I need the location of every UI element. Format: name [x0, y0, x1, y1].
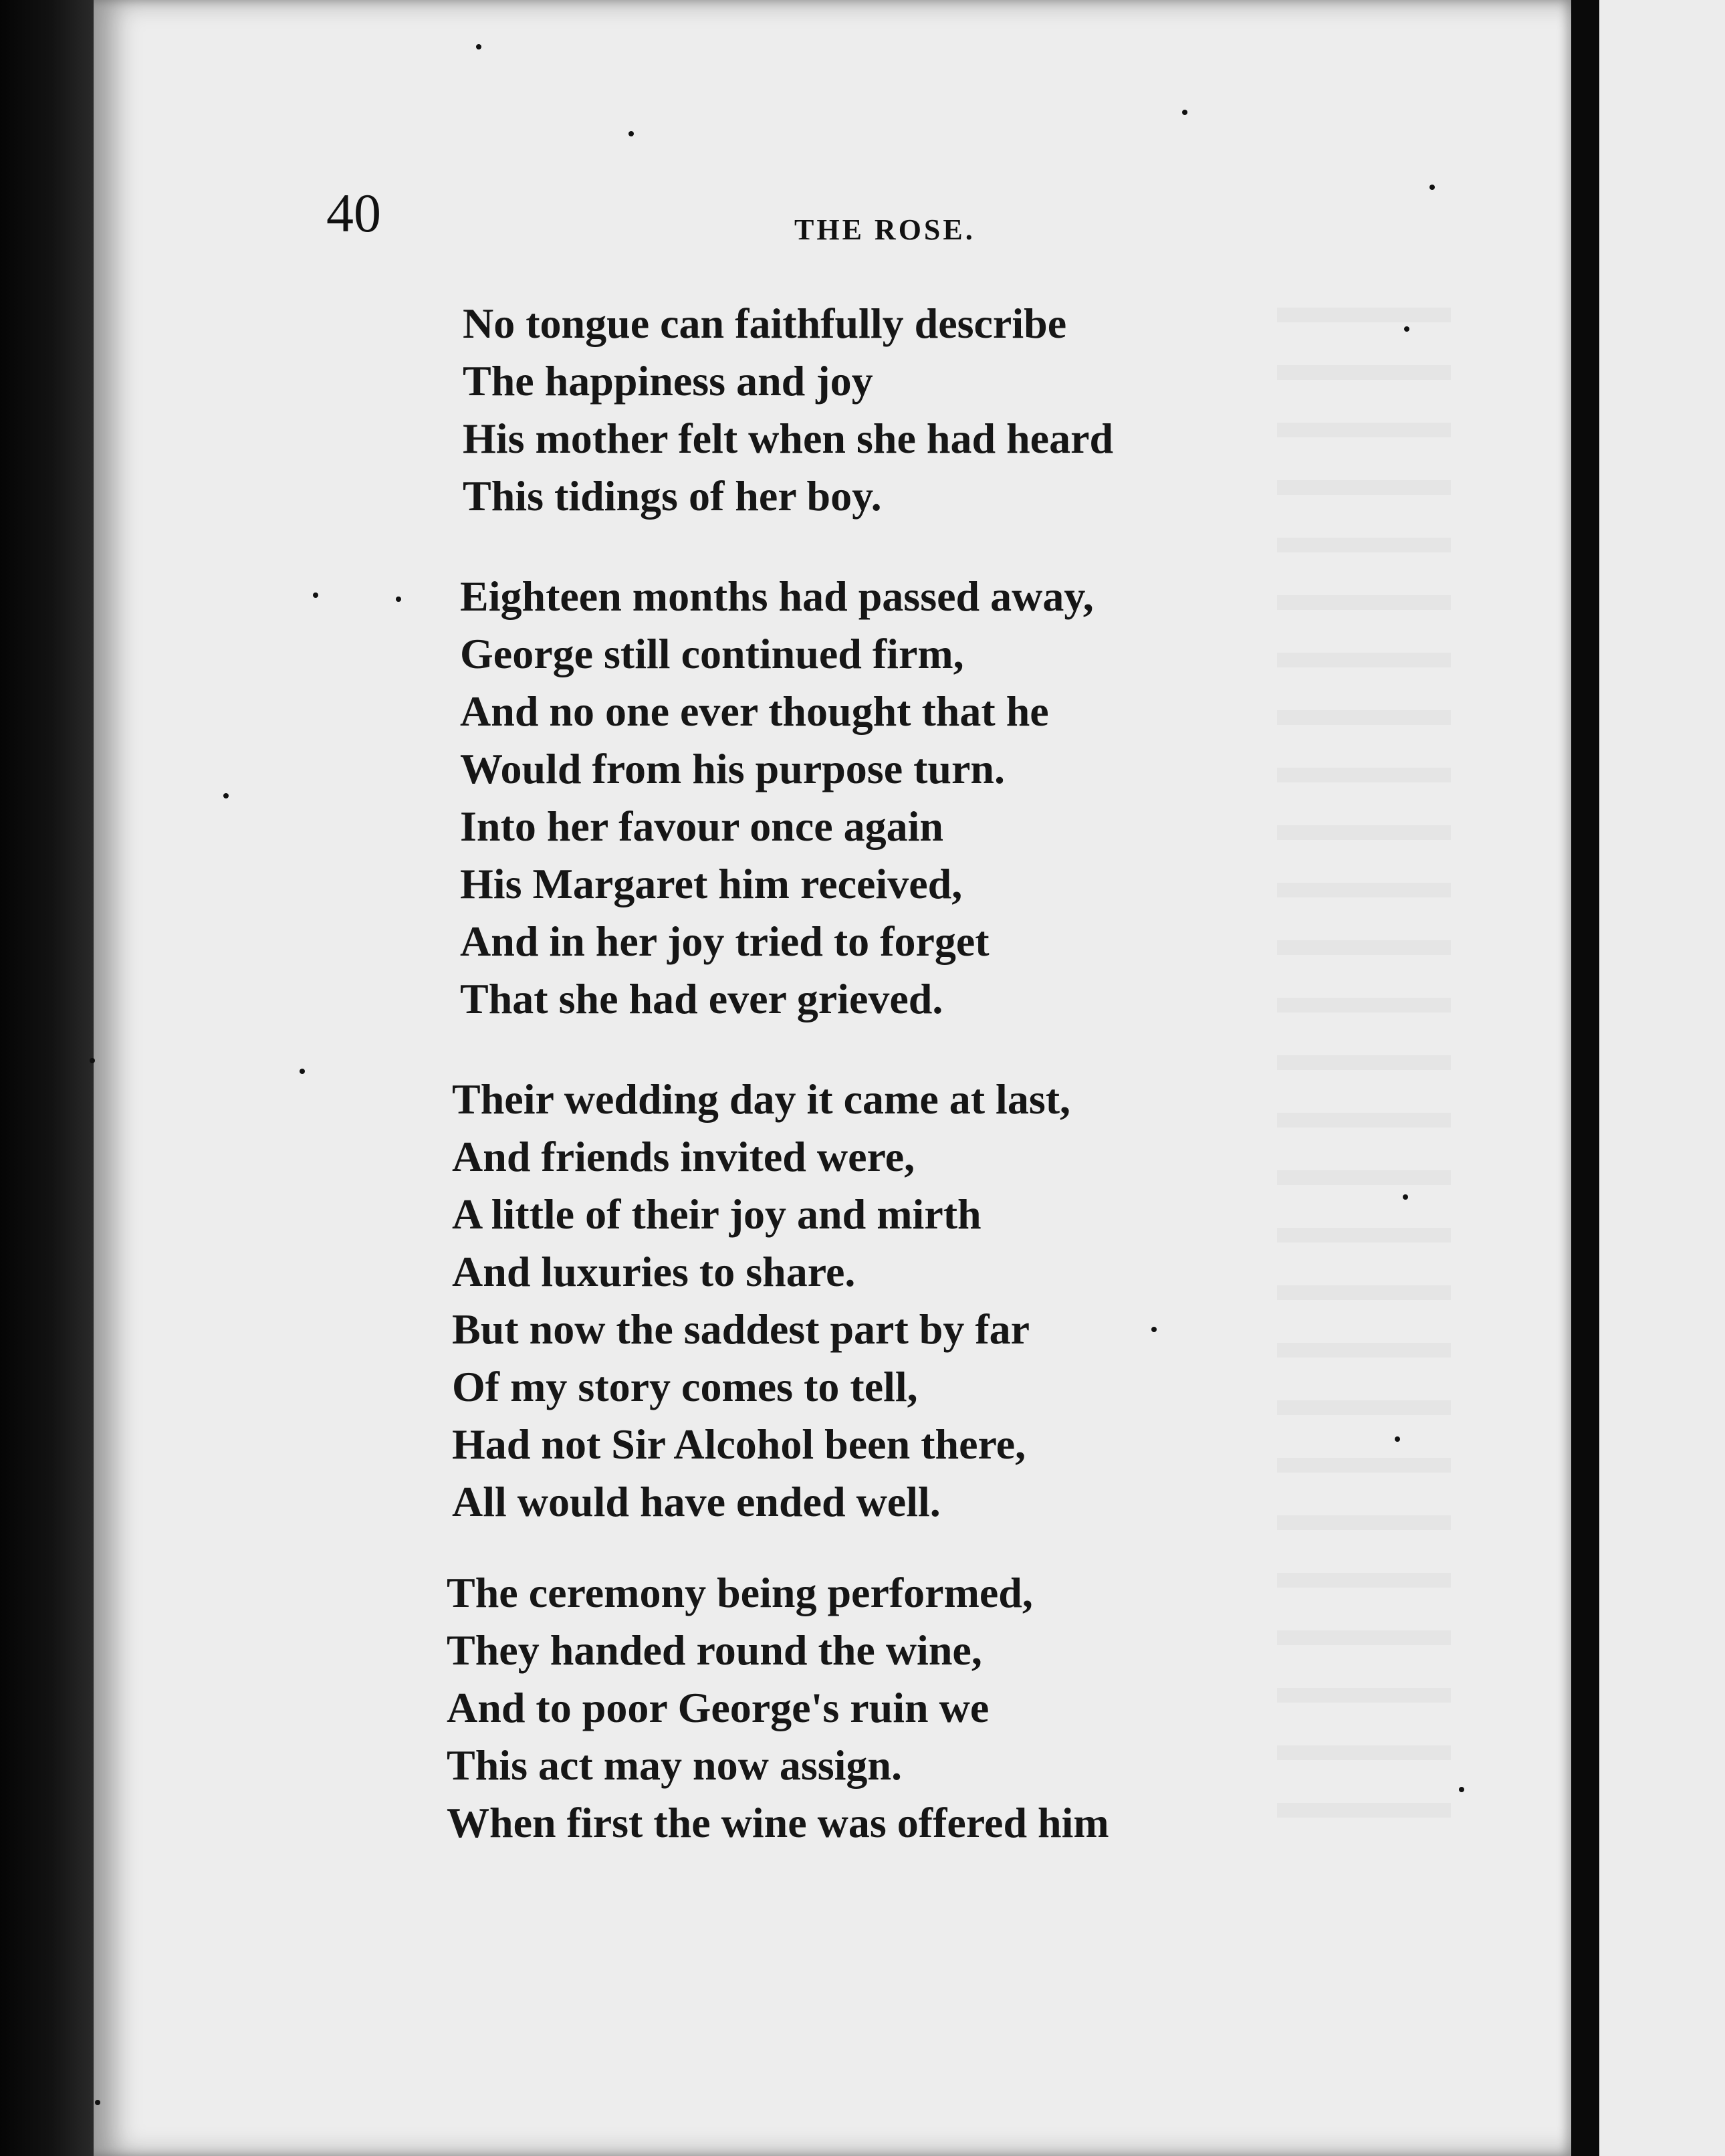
verse-line: This tidings of her boy.: [463, 472, 882, 520]
verse-line: No tongue can faithfully describe: [463, 300, 1067, 347]
verse-line: And to poor George's ruin we: [447, 1684, 990, 1731]
scan-speck: [300, 1069, 305, 1074]
scan-speck: [313, 592, 318, 598]
facing-page-edge: [1599, 0, 1725, 2156]
verse-line: The ceremony being performed,: [447, 1569, 1033, 1616]
verse-line: They handed round the wine,: [447, 1626, 982, 1674]
scan-speck: [396, 597, 401, 602]
scan-speck: [1151, 1327, 1157, 1332]
page-gutter: [1571, 0, 1599, 2156]
scan-speck: [476, 44, 481, 49]
verse-line: But now the saddest part by far: [452, 1305, 1030, 1353]
scan-speck: [1459, 1787, 1464, 1792]
verse-line: Into her favour once again: [460, 802, 943, 850]
verse-line: His mother felt when she had heard: [463, 415, 1114, 462]
show-through-from-reverse: [1277, 281, 1451, 1819]
scan-left-edge: [0, 0, 94, 2156]
verse-line: Their wedding day it came at last,: [452, 1075, 1071, 1123]
running-head: THE ROSE.: [794, 213, 975, 246]
verse-line: That she had ever grieved.: [460, 975, 943, 1022]
verse-line: And friends invited were,: [452, 1133, 915, 1180]
verse-line: Had not Sir Alcohol been there,: [452, 1420, 1026, 1468]
verse-line: And luxuries to share.: [452, 1248, 856, 1295]
scan-speck: [1404, 326, 1409, 332]
verse-line: All would have ended well.: [452, 1478, 941, 1525]
verse-line: A little of their joy and mirth: [452, 1190, 982, 1238]
verse-line: George still continued firm,: [460, 630, 964, 677]
verse-line: And in her joy tried to forget: [460, 918, 990, 965]
verse-line: This act may now assign.: [447, 1741, 902, 1789]
verse-line: And no one ever thought that he: [460, 687, 1049, 735]
page-number: 40: [326, 183, 381, 243]
verse-line: Eighteen months had passed away,: [460, 572, 1094, 620]
scan-speck: [1429, 185, 1435, 190]
scan-speck: [223, 793, 229, 798]
verse-line: The happiness and joy: [463, 357, 873, 405]
scan-speck: [628, 131, 634, 136]
scan-speck: [95, 2100, 100, 2105]
scan-speck: [1182, 110, 1187, 115]
verse-line: Of my story comes to tell,: [452, 1363, 918, 1410]
verse-line: His Margaret him received,: [460, 860, 963, 907]
verse-line: When first the wine was offered him: [447, 1799, 1109, 1846]
scan-speck: [1395, 1436, 1400, 1442]
verse-line: Would from his purpose turn.: [460, 745, 1005, 792]
scan-speck: [1403, 1194, 1408, 1200]
scan-speck: [90, 1058, 95, 1063]
